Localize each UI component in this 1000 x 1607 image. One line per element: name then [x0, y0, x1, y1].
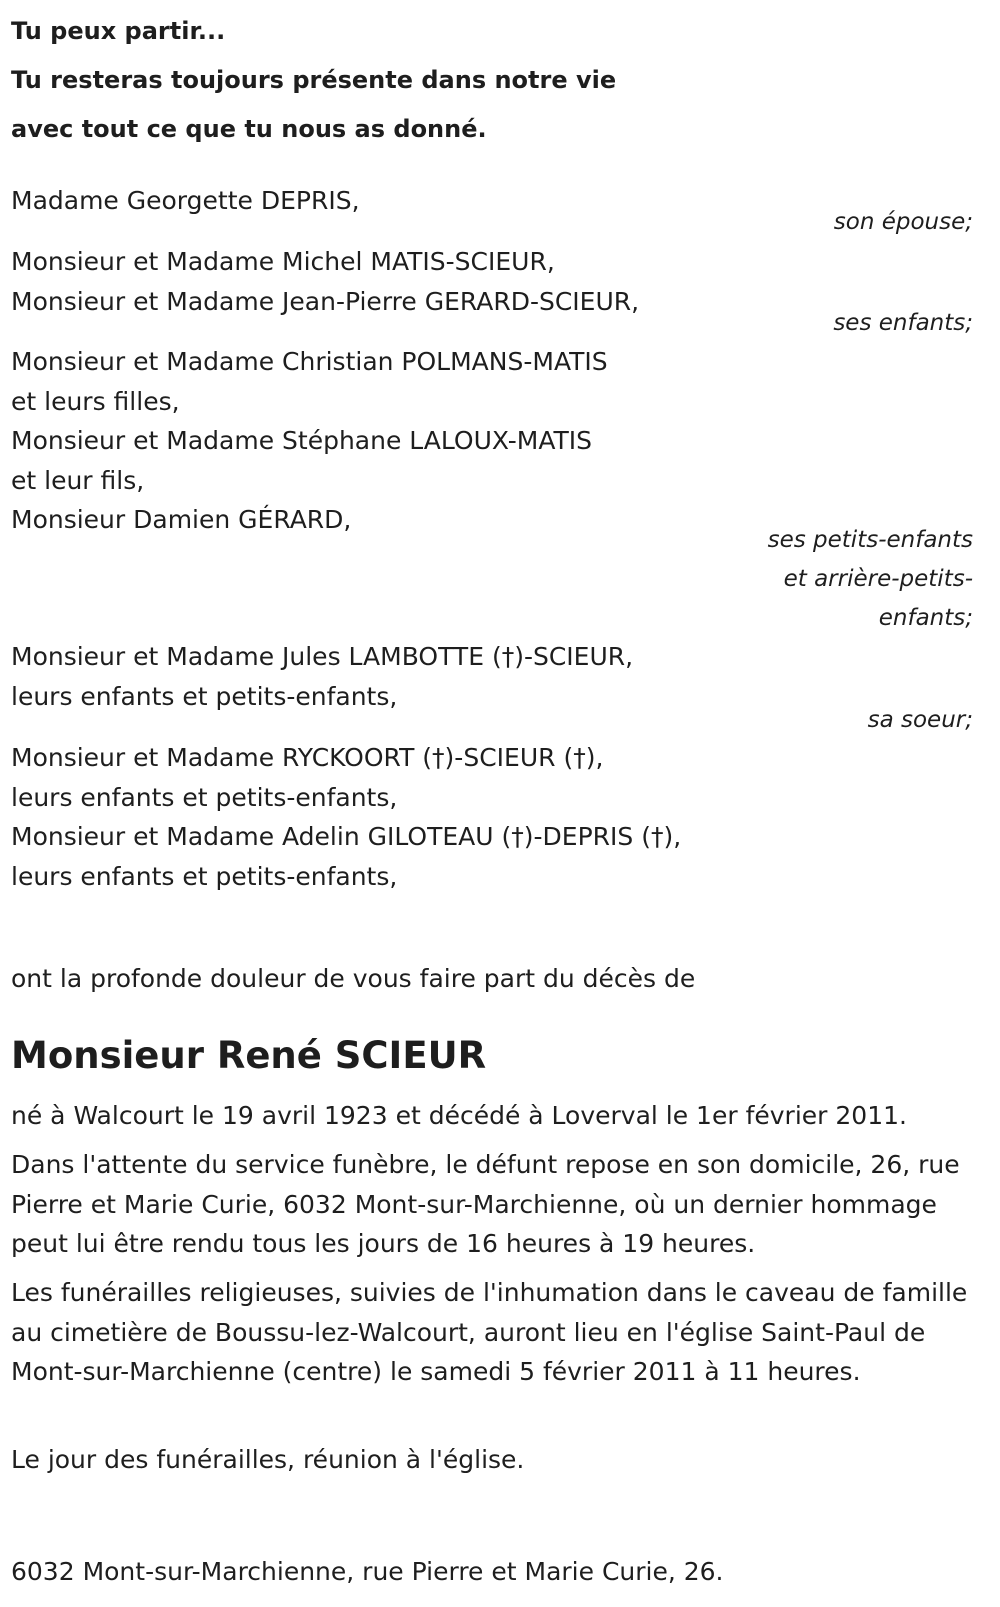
relation-line: enfants;: [878, 605, 973, 631]
relation-line: et arrière-petits-: [783, 566, 973, 592]
family-line: Monsieur et Madame Jules LAMBOTTE (†)-SCIEUR,: [11, 642, 634, 671]
family-line: leurs enfants et petits-enfants,: [11, 681, 398, 711]
announcement-text: ont la profonde douleur de vous faire part du décès de: [11, 964, 696, 993]
family-line: Monsieur et Madame Jean-Pierre GERARD-SCIEUR,: [11, 286, 640, 316]
deceased-name: Monsieur René SCIEUR: [11, 1034, 487, 1077]
funeral-paragraph: Les funérailles religieuses, suivies de l'inhumation dans le caveau de famille au cimetière de Boussu-lez-Walcourt, auront lieu en l'église Saint-Paul de Mont-sur-Marchienne (centre) le samedi 5 février 2011 à 11 heures.: [11, 1278, 968, 1386]
family-group-children: [11, 242, 751, 321]
family-line: Madame Georgette DEPRIS,: [11, 186, 360, 215]
family-line: Monsieur et Madame Adelin GILOTEAU (†)-DEPRIS (†),: [11, 822, 682, 851]
intro-line: Tu peux partir...: [11, 17, 226, 45]
family-line: Monsieur Damien GÉRARD,: [11, 505, 352, 534]
relation-label-grandchildren: [653, 521, 973, 638]
family-line: Monsieur et Madame Stéphane LALOUX-MATIS: [11, 426, 593, 455]
relation-label-children: [653, 304, 973, 343]
relation-line: ses petits-enfants: [767, 527, 973, 553]
family-group-extended: [11, 738, 751, 896]
family-group-sister: [11, 637, 751, 716]
obituary-notice: [11, 0, 991, 1607]
family-line: leurs enfants et petits-enfants,: [11, 782, 398, 812]
family-group-spouse: [11, 181, 751, 221]
family-address: 6032 Mont-sur-Marchienne, rue Pierre et Marie Curie, 26.: [11, 1557, 724, 1586]
relation-label-sister: [653, 701, 973, 740]
birth-death-paragraph: né à Walcourt le 19 avril 1923 et décédé à Loverval le 1er février 2011.: [11, 1101, 907, 1130]
intro-line: avec tout ce que tu nous as donné.: [11, 115, 487, 143]
relation-label-spouse: [653, 203, 973, 242]
family-line: et leurs filles,: [11, 386, 180, 416]
family-line: et leur fils,: [11, 465, 145, 495]
intro-line: Tu resteras toujours présente dans notre vie: [11, 66, 617, 94]
family-line: Monsieur et Madame Michel MATIS-SCIEUR,: [11, 247, 555, 276]
relation-line: ses enfants;: [833, 310, 973, 336]
intro-verse: [11, 7, 971, 154]
relation-line: son épouse;: [833, 209, 973, 235]
family-group-grandchildren: [11, 342, 751, 540]
family-line: leurs enfants et petits-enfants,: [11, 861, 398, 891]
family-line: Monsieur et Madame Christian POLMANS-MATIS: [11, 347, 608, 376]
viewing-paragraph: Dans l'attente du service funèbre, le défunt repose en son domicile, 26, rue Pierre et Marie Curie, 6032 Mont-sur-Marchienne, où un dernier hommage peut lui être rendu tous les jours de 16 heures à 19 heures.: [11, 1150, 960, 1258]
family-line: Monsieur et Madame RYCKOORT (†)-SCIEUR (†),: [11, 743, 604, 772]
relation-line: sa soeur;: [867, 707, 973, 733]
meeting-paragraph: Le jour des funérailles, réunion à l'église.: [11, 1445, 525, 1474]
